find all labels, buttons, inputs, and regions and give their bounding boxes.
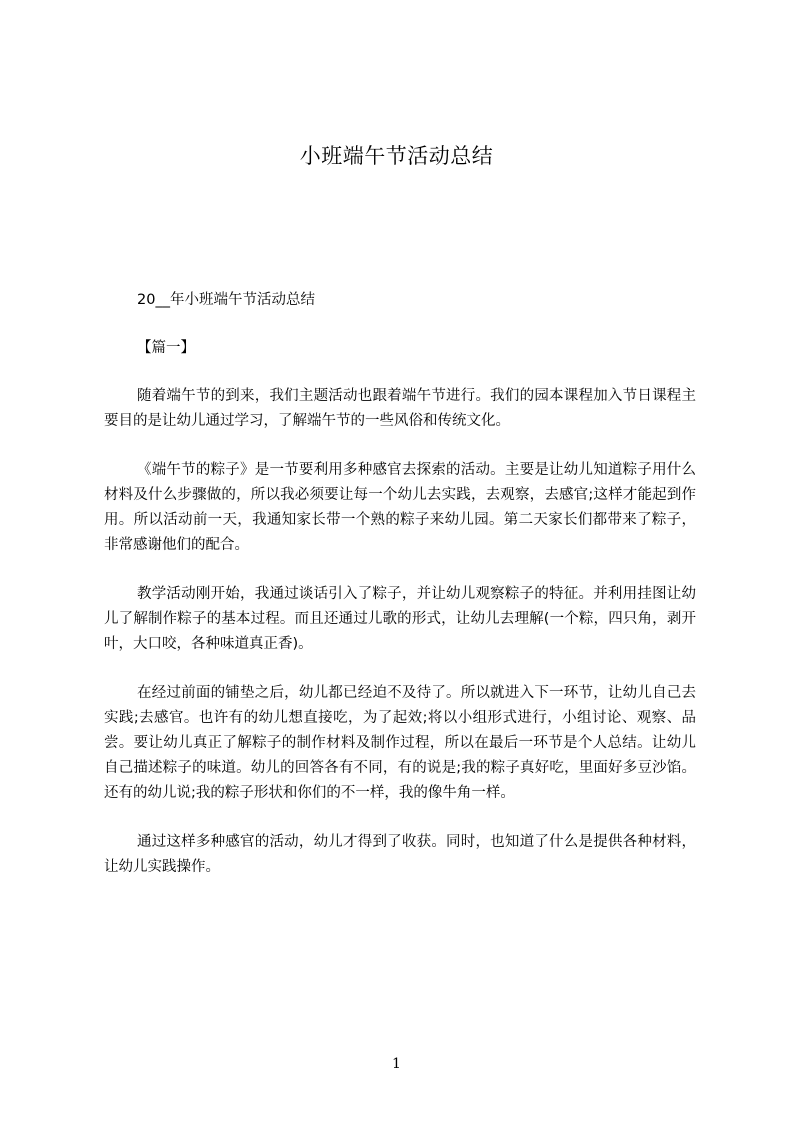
section-label: 【篇一】 <box>137 340 195 356</box>
document-title: 小班端午节活动总结 <box>299 144 494 168</box>
page-number: 1 <box>392 1056 401 1072</box>
document-body <box>104 288 696 904</box>
paragraph-4: 在经过前面的铺垫之后，幼儿都已经迫不及待了。所以就进入下一环节，让幼儿自己去实践;去感官。也许有的幼儿想直接吃，为了起效;将以小组形式进行，小组讨论、观察、品尝。要让幼儿真正了解粽子的制作材料及制作过程，所以在最后一环节是个人总结。让幼儿自己描述粽子的味道。幼儿的回答各有不同，有的说是;我的粽子真好吃，里面好多豆沙馅。还有的幼儿说;我的粽子形状和你们的不一样，我的像牛角一样。 <box>104 685 696 801</box>
paragraph-3: 教学活动刚开始，我通过谈话引入了粽子，并让幼儿观察粽子的特征。并利用挂图让幼儿了解制作粽子的基本过程。而且还通过儿歌的形式，让幼儿去理解(一个粽，四只角，剥开叶，大口咬，各种味道真正香)。 <box>104 586 696 652</box>
paragraph-1: 随着端午节的到来，我们主题活动也跟着端午节进行。我们的园本课程加入节日课程主要目的是让幼儿通过学习，了解端午节的一些风俗和传统文化。 <box>104 388 696 429</box>
document-subtitle: 20__年小班端午节活动总结 <box>137 292 315 308</box>
paragraph-2: 《端午节的粽子》是一节要利用多种感官去探索的活动。主要是让幼儿知道粽子用什么材料及什么步骤做的，所以我必须要让每一个幼儿去实践，去观察，去感官;这样才能起到作用。所以活动前一天，我通知家长带一个熟的粽子来幼儿园。第二天家长们都带来了粽子，非常感谢他们的配合。 <box>104 462 696 553</box>
paragraph-5: 通过这样多种感官的活动，幼儿才得到了收获。同时，也知道了什么是提供各种材料，让幼儿实践操作。 <box>104 834 696 875</box>
